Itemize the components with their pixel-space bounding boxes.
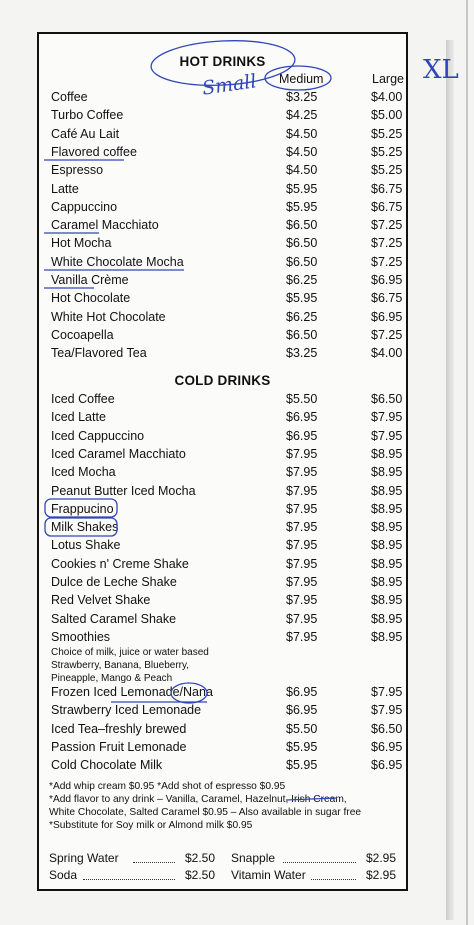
large-price: $6.50 <box>371 392 403 406</box>
menu-item <box>39 575 406 593</box>
medium-price: $6.50 <box>286 254 318 269</box>
menu-item <box>39 447 406 465</box>
medium-price: $5.95 <box>286 199 318 214</box>
large-price: $7.25 <box>371 218 403 233</box>
large-price: $5.00 <box>371 108 403 123</box>
large-price: $6.75 <box>371 291 403 306</box>
medium-price: $5.50 <box>286 721 318 736</box>
item-name: Hot Chocolate <box>51 291 131 306</box>
menu-item <box>39 392 406 410</box>
large-price: $7.95 <box>371 410 403 425</box>
item-name: Vanilla Crème <box>51 273 129 287</box>
hot-drinks-title: HOT DRINKS <box>179 54 266 69</box>
large-price: $7.25 <box>371 327 403 342</box>
medium-price: $4.50 <box>286 144 318 159</box>
menu-item <box>39 127 406 145</box>
item-name: Frozen Iced Lemonade/Nana <box>51 685 213 699</box>
smoothie-description <box>51 646 209 685</box>
menu-item <box>39 758 406 776</box>
menu-item <box>39 722 406 740</box>
other-drink-item <box>49 868 215 882</box>
item-name: Iced Coffee <box>51 392 115 406</box>
large-price: $8.95 <box>371 611 403 626</box>
menu-item <box>39 273 406 291</box>
large-price: $4.00 <box>371 90 403 104</box>
medium-price: $6.50 <box>286 327 318 342</box>
medium-price: $6.95 <box>286 410 318 425</box>
item-name: Peanut Butter Iced Mocha <box>51 483 196 498</box>
medium-price: $5.95 <box>286 291 318 306</box>
large-price: $6.95 <box>371 739 403 754</box>
scan-page-edge-line <box>466 0 468 925</box>
item-name: Flavored coffee <box>51 144 137 159</box>
medium-price: $6.25 <box>286 273 318 287</box>
medium-price: $5.95 <box>286 181 318 196</box>
medium-price: $5.95 <box>286 758 318 773</box>
item-name: Red Velvet Shake <box>51 593 151 608</box>
item-name: Iced Mocha <box>51 465 116 480</box>
medium-price: $7.95 <box>286 446 318 461</box>
large-price: $7.25 <box>371 236 403 251</box>
menu-item <box>39 703 406 721</box>
item-name: Soda <box>49 868 78 882</box>
item-name: Latte <box>51 181 79 196</box>
menu-item <box>39 593 406 611</box>
medium-price: $4.50 <box>286 126 318 141</box>
menu-item <box>39 538 406 556</box>
large-price: $8.95 <box>371 465 403 480</box>
large-price: $7.95 <box>371 703 403 718</box>
item-name: Caramel Macchiato <box>51 218 159 233</box>
medium-price: $7.95 <box>286 465 318 480</box>
large-price: $7.95 <box>371 428 403 443</box>
large-price: $4.00 <box>371 346 403 361</box>
handwritten-small: Small <box>200 70 258 100</box>
medium-price: $6.25 <box>286 309 318 324</box>
large-price: $7.25 <box>371 254 403 269</box>
menu-item <box>39 145 406 163</box>
menu-item <box>39 200 406 218</box>
item-name: Milk Shakes <box>51 520 119 535</box>
handwritten-xl: XL <box>423 55 459 85</box>
medium-price: $7.95 <box>286 556 318 571</box>
item-name: Cappuccino <box>51 199 118 214</box>
large-price: $5.25 <box>371 144 403 159</box>
cold-drinks-title: COLD DRINKS <box>174 373 271 388</box>
large-price: $6.95 <box>371 309 403 324</box>
large-price: $8.95 <box>371 483 403 498</box>
menu-item <box>39 346 406 364</box>
medium-price: $5.95 <box>286 739 318 754</box>
menu-item <box>39 740 406 758</box>
item-name: Salted Caramel Shake <box>51 611 177 626</box>
item-name: Iced Cappuccino <box>51 428 145 443</box>
medium-price: $6.95 <box>286 428 318 443</box>
medium-price: $7.95 <box>286 483 318 498</box>
item-name: White Hot Chocolate <box>51 309 166 324</box>
medium-price: $4.50 <box>286 163 318 178</box>
menu-card <box>37 32 408 891</box>
menu-item <box>39 465 406 483</box>
medium-price: $5.50 <box>286 392 318 406</box>
medium-price: $6.95 <box>286 703 318 718</box>
item-price: $2.50 <box>184 851 215 865</box>
item-name: Snapple <box>231 851 276 865</box>
item-price: $2.95 <box>365 868 396 882</box>
menu-item <box>39 108 406 126</box>
medium-price: $6.95 <box>286 685 318 699</box>
medium-price: $3.25 <box>286 346 318 361</box>
note-line: White Chocolate, Salted Caramel $0.95 – Also available in sugar free <box>49 807 362 818</box>
large-price: $6.95 <box>371 273 403 287</box>
medium-price: $7.95 <box>286 575 318 589</box>
item-name: Coffee <box>51 90 88 104</box>
item-name: Iced Latte <box>51 410 106 425</box>
item-name: Strawberry Iced Lemonade <box>51 703 202 718</box>
item-name: Espresso <box>51 163 104 178</box>
item-name: Turbo Coffee <box>51 108 124 123</box>
item-name: Passion Fruit Lemonade <box>51 739 187 754</box>
large-price: $8.95 <box>371 630 403 644</box>
menu-item <box>39 255 406 273</box>
item-name: Spring Water <box>49 851 119 865</box>
item-price: $2.95 <box>365 851 396 865</box>
item-price: $2.50 <box>184 868 215 882</box>
menu-item <box>39 502 406 520</box>
large-price: $6.75 <box>371 199 403 214</box>
medium-column-header: Medium <box>279 72 324 86</box>
menu-item <box>39 410 406 428</box>
large-price: $5.25 <box>371 126 403 141</box>
large-price: $8.95 <box>371 501 403 516</box>
medium-price: $7.95 <box>286 611 318 626</box>
smoothie-desc-line: Strawberry, Banana, Blueberry, <box>51 660 190 671</box>
item-name: Dulce de Leche Shake <box>51 575 177 589</box>
large-price: $8.95 <box>371 520 403 535</box>
note-line: *Substitute for Soy milk or Almond milk $0.95 <box>49 820 253 831</box>
menu-item <box>39 328 406 346</box>
note-line: *Add whip cream $0.95 *Add shot of espresso $0.95 <box>49 781 286 792</box>
medium-price: $7.95 <box>286 538 318 553</box>
medium-price: $6.50 <box>286 236 318 251</box>
other-drink-item <box>231 868 396 882</box>
large-column-header: Large <box>372 72 404 86</box>
other-drink-item <box>231 851 396 865</box>
menu-item <box>39 520 406 538</box>
medium-price: $7.95 <box>286 630 318 644</box>
item-name: Frappucino <box>51 501 114 516</box>
item-name: Lotus Shake <box>51 538 121 553</box>
large-price: $8.95 <box>371 556 403 571</box>
leader-dots <box>83 868 175 880</box>
leader-dots <box>311 868 356 880</box>
menu-item <box>39 612 406 630</box>
menu-item <box>39 685 406 703</box>
item-name: Cookies n' Creme Shake <box>51 556 189 571</box>
large-price: $6.75 <box>371 181 403 196</box>
large-price: $5.25 <box>371 163 403 178</box>
scan-page-edge <box>446 40 454 920</box>
medium-price: $7.95 <box>286 501 318 516</box>
item-name: Hot Mocha <box>51 236 112 251</box>
item-name: White Chocolate Mocha <box>51 254 184 269</box>
large-price: $8.95 <box>371 538 403 553</box>
medium-price: $6.50 <box>286 218 318 233</box>
item-name: Tea/Flavored Tea <box>51 346 147 361</box>
menu-item <box>39 429 406 447</box>
large-price: $7.95 <box>371 685 403 699</box>
large-price: $8.95 <box>371 575 403 589</box>
item-name: Iced Tea–freshly brewed <box>51 721 187 736</box>
item-name: Cocoapella <box>51 327 114 342</box>
item-name: Café Au Lait <box>51 126 120 141</box>
item-name: Cold Chocolate Milk <box>51 758 163 773</box>
medium-price: $7.95 <box>286 520 318 535</box>
smoothie-desc-line: Choice of milk, juice or water based <box>51 647 209 658</box>
menu-item <box>39 291 406 309</box>
medium-price: $4.25 <box>286 108 318 123</box>
menu-item <box>39 163 406 181</box>
large-price: $8.95 <box>371 446 403 461</box>
item-name: Iced Caramel Macchiato <box>51 446 186 461</box>
medium-price: $7.95 <box>286 593 318 608</box>
item-name: Smoothies <box>51 630 111 644</box>
smoothie-desc-line: Pineapple, Mango & Peach <box>51 673 173 684</box>
menu-item <box>39 484 406 502</box>
leader-dots <box>133 851 175 863</box>
large-price: $6.50 <box>371 721 403 736</box>
large-price: $8.95 <box>371 593 403 608</box>
leader-dots <box>283 851 356 863</box>
menu-item <box>39 310 406 328</box>
menu-item <box>39 236 406 254</box>
menu-item <box>39 218 406 236</box>
menu-item <box>39 557 406 575</box>
item-name: Vitamin Water <box>231 868 306 882</box>
menu-item <box>39 182 406 200</box>
medium-price: $3.25 <box>286 90 318 104</box>
other-drink-item <box>49 851 215 865</box>
note-line: *Add flavor to any drink – Vanilla, Caramel, Hazelnut, Irish Cream, <box>49 794 347 805</box>
large-price: $6.95 <box>371 758 403 773</box>
